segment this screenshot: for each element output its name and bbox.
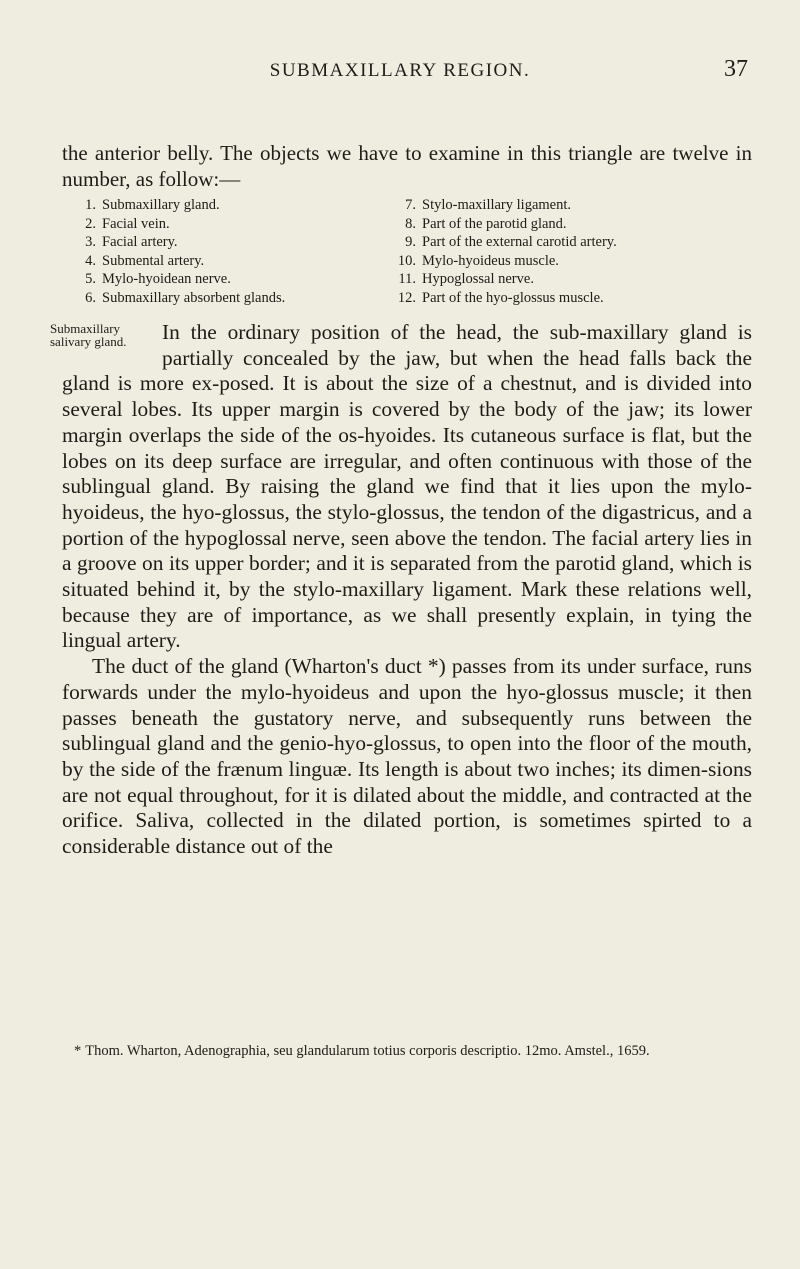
item-label: Facial vein. [102,215,170,232]
item-number: 7. [405,197,416,213]
list-item [382,233,762,252]
item-number: 11. [398,271,416,288]
item-label: Part of the parotid gland. [422,215,567,232]
page-header [0,56,800,90]
list-item [382,289,762,308]
item-label: Submaxillary gland. [102,197,220,213]
item-label: Hypoglossal nerve. [422,271,534,288]
list-item [382,270,762,289]
item-label: Mylo-hyoideus muscle. [422,252,559,269]
item-label: Part of the external carotid artery. [422,234,617,251]
list-item [382,215,762,234]
list-item [72,270,432,289]
item-number: 2. [85,215,96,232]
intro-paragraph: the anterior belly. The objects we have to examine in this triangle are twelve in number, as follow:— [62,141,752,191]
item-number: 12. [397,289,416,306]
margin-note: Submaxillary salivary gland. [50,321,127,349]
list-item [382,196,762,215]
item-label: Submental artery. [102,252,205,269]
body-text [50,320,752,860]
objects-column-left [72,196,432,308]
list-item [382,252,762,271]
item-number: 3. [85,234,96,251]
item-number: 5. [85,271,96,288]
list-item [72,289,432,308]
item-label: Stylo-maxillary ligament. [422,197,572,213]
running-head: SUBMAXILLARY REGION. [269,60,531,81]
footnote-text: Thom. Wharton, Adenographia, seu glandularum totius corporis descriptio. 12mo. Amstel., 1659. [85,1043,650,1059]
item-number: 10. [397,252,416,269]
item-label: Submaxillary absorbent glands. [102,289,286,306]
list-item [72,252,432,271]
item-label: Part of the hyo-glossus muscle. [422,289,604,306]
objects-column-right [382,196,762,308]
list-item [72,215,432,234]
item-number: 9. [405,234,416,251]
item-label: Facial artery. [102,234,178,251]
list-item [72,233,432,252]
item-number: 8. [405,215,416,232]
footnote-mark: * [74,1043,82,1059]
item-number: 6. [85,289,96,306]
paragraph-submaxillary-gland: In the ordinary position of the head, the sub-maxillary gland is partially concealed by the jaw, but when the head falls back the gland is more ex-posed. It is about the size of a chestnut, and is divided into several lobes. Its upper margin is covered by the body of the jaw; its lower margin overlaps the side of the os-hyoides. Its cutaneous surface is flat, but the lobes on its deep surface are irregular, and often continuous with those of the sublingual gland. By raising the gland we find that it lies upon the mylo-hyoideus, the hyo-glossus, the stylo-glossus, the tendon of the digastricus, and a portion of the hypoglossal nerve, seen above the tendon. The facial artery lies in a groove on its upper border; and it is separated from the parotid gland, which is situated behind it, by the stylo-maxillary ligament. Mark these relations well, because they are of importance, as we shall presently explain, in tying the lingual artery. [62,320,752,653]
item-number: 4. [85,252,96,269]
paragraph-whartons-duct: The duct of the gland (Wharton's duct *) passes from its under surface, runs forwards under the mylo-hyoideus and upon the hyo-glossus muscle; it then passes beneath the gustatory nerve, and subsequently runs between the sublingual gland and the genio-hyo-glossus, to open into the floor of the mouth, by the side of the frænum linguæ. Its length is about two inches; its dimen-sions are not equal throughout, for it is dilated about the middle, and contracted at the orifice. Saliva, collected in the dilated portion, is sometimes spirted to a considerable distance out of the [62,654,752,859]
page-number: 37 [724,56,748,82]
item-number: 1. [85,197,96,213]
item-label: Mylo-hyoidean nerve. [102,271,231,288]
list-item [72,196,432,215]
footnote [62,1043,752,1060]
